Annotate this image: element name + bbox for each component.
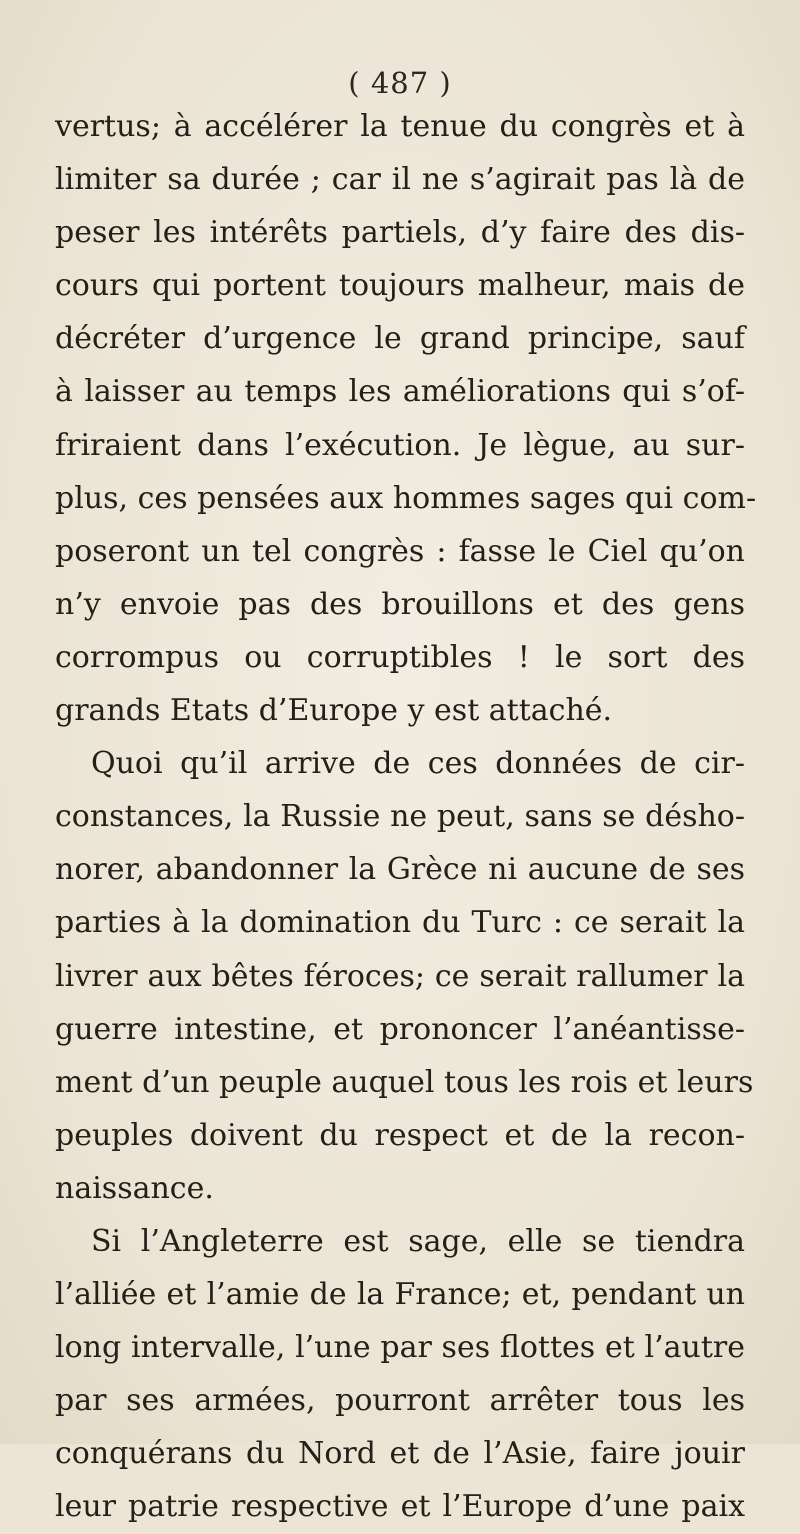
text-line: n’y envoie pas des brouillons et des gens (55, 586, 745, 622)
body-text (55, 100, 757, 1534)
text-line: conquérans du Nord et de l’Asie, faire jouir (55, 1436, 745, 1472)
text-line: décréter d’urgence le grand principe, sauf (55, 321, 745, 357)
text-line: cours qui portent toujours malheur, mais de (55, 268, 745, 304)
text-line: par ses armées, pourront arrêter tous les (55, 1383, 745, 1419)
text-line: parties à la domination du Turc : ce serait la (55, 905, 745, 941)
paragraph-start-line: Si l’Angleterre est sage, elle se tiendra (91, 1223, 745, 1259)
text-line: plus, ces pensées aux hommes sages qui com- (55, 480, 757, 516)
paragraph-start-line: Quoi qu’il arrive de ces données de cir- (91, 746, 745, 782)
text-line: naissance. (55, 1170, 214, 1206)
page-number: ( 487 ) (348, 66, 452, 100)
text-line: ment d’un peuple auquel tous les rois et leurs (55, 1064, 754, 1100)
text-line: constances, la Russie ne peut, sans se désho- (55, 799, 745, 835)
text-line: vertus; à accélérer la tenue du congrès et à (55, 109, 745, 144)
text-line: friraient dans l’exécution. Je lègue, au sur- (55, 427, 745, 463)
text-line: limiter sa durée ; car il ne s’agirait pas là de (55, 162, 745, 198)
text-line: corrompus ou corruptibles ! le sort des (55, 639, 745, 675)
text-line: peuples doivent du respect et de la recon- (55, 1117, 745, 1153)
text-line: livrer aux bêtes féroces; ce serait rallumer la (55, 958, 745, 994)
text-line: grands Etats d’Europe y est attaché. (55, 693, 613, 729)
text-line: leur patrie respective et l’Europe d’une paix (55, 1489, 745, 1525)
text-line: norer, abandonner la Grèce ni aucune de ses (55, 852, 745, 888)
text-line: peser les intérêts partiels, d’y faire des dis- (55, 215, 745, 251)
text-line: poseront un tel congrès : fasse le Ciel qu’on (55, 533, 745, 569)
text-line: à laisser au temps les améliorations qui s’of- (55, 374, 745, 410)
text-line: guerre intestine, et prononcer l’anéantisse- (55, 1011, 745, 1047)
text-line: long intervalle, l’une par ses flottes et l’autre (55, 1330, 745, 1366)
text-line: l’alliée et l’amie de la France; et, pendant un (55, 1277, 745, 1313)
